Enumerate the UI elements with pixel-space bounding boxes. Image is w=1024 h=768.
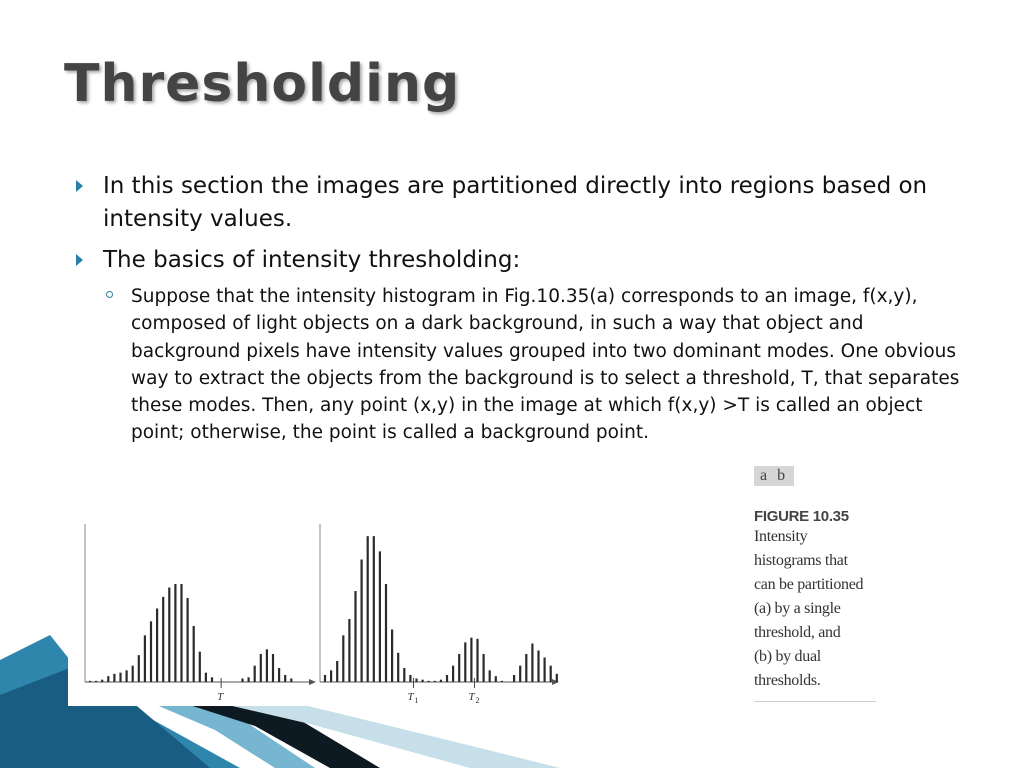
caption-line: can be partitioned [754,576,864,593]
bullet-ring-icon [106,291,113,298]
bullet-list [76,170,976,447]
caption-line: Intensity [754,528,808,545]
bullet-item [76,170,976,236]
bullet-arrow-icon [76,254,83,266]
threshold-label: T [407,691,414,703]
bullet-text: The basics of intensity thresholding: [103,247,521,273]
caption-line: (a) by a single [754,600,841,617]
threshold-label: T [217,691,224,703]
figure-label: FIGURE 10.35 [754,508,849,525]
bullet-item [76,244,976,277]
slide-title: Thresholding [64,54,461,114]
panel-labels: a b [754,466,794,486]
sub-bullet-item [104,283,961,447]
bullet-arrow-icon [76,180,83,192]
caption-line: histograms that [754,552,848,569]
histogram-figure [68,520,563,706]
figure-caption [754,466,884,702]
caption-divider [754,701,876,702]
caption-line: (b) by dual [754,648,821,665]
threshold-label: T [468,691,475,703]
caption-line: threshold, and [754,624,841,641]
threshold-subscript: 2 [475,696,480,705]
bullet-text: In this section the images are partitioned directly into regions based on intensity values. [103,173,928,232]
sub-bullet-text: Suppose that the intensity histogram in Fig.10.35(a) corresponds to an image, f(x,y), composed of light objects on a dark background, in such a way that object and background pixels have intensity values grouped into two dominant modes. One obvious way to extract the objects from the background is to select a threshold, T, that separates these modes. Then, any point (x,y) in the image at which f(x,y) >T is called an object point; otherwise, the point is called a background point. [131,286,960,444]
threshold-subscript: 1 [414,696,419,705]
caption-line: thresholds. [754,672,821,689]
